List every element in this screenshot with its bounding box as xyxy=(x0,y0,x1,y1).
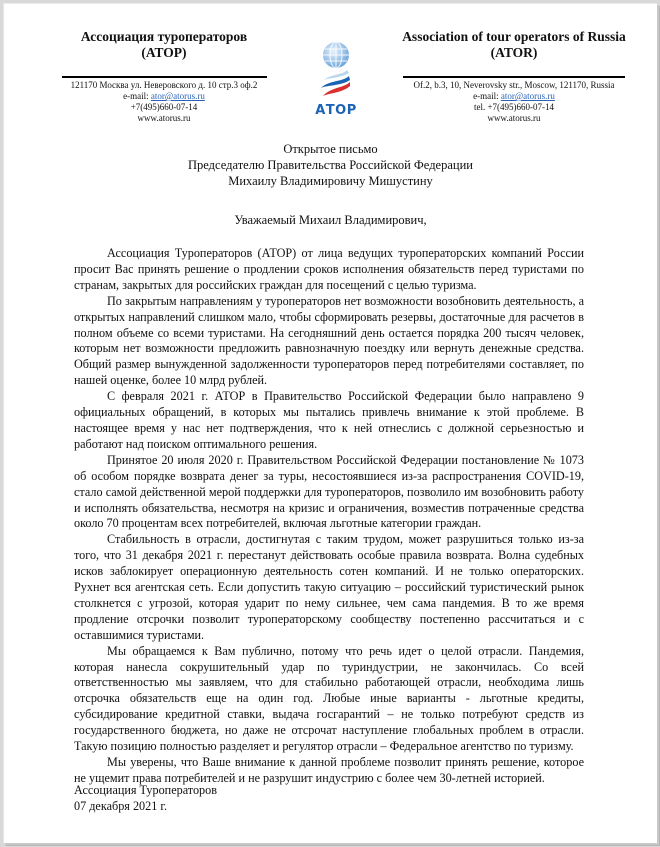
letter-body xyxy=(74,246,584,787)
globe-flag-logo-icon xyxy=(313,40,359,104)
email-line-ru xyxy=(59,91,269,102)
salutation: Уважаемый Михаил Владимирович, xyxy=(234,213,427,227)
paragraph: Принятое 20 июля 2020 г. Правительством Российской Федерации постановление № 1073 об особом порядке возврата денег за туры, несостоявшиеся из-за распространения COVID-19, стало самой действенной мерой поддержки для туроператоров, позволило им возобновить работу и исполнять обязательства, несмотря на кризис и ограничения, возместив потраченные средства около 70 процентам всех потребителей, включая льготные категории граждан. xyxy=(74,452,584,531)
letter-type: Открытое письмо xyxy=(283,142,378,156)
signature-name: Ассоциация Туроператоров xyxy=(74,783,217,797)
address-en: Of.2, b.3, 10, Neverovsky str., Moscow, 121170, Russia xyxy=(413,80,615,90)
email-link-en[interactable]: ator@atorus.ru xyxy=(500,91,555,101)
recipient-title: Председателю Правительства Российской Федерации xyxy=(188,158,473,172)
header-divider-right xyxy=(403,76,625,78)
addressee-block xyxy=(4,141,657,189)
email-line-en xyxy=(399,91,629,102)
letterhead-russian xyxy=(59,29,269,124)
signature-date: 07 декабря 2021 г. xyxy=(74,799,168,813)
paragraph: По закрытым направлениям у туроператоров нет возможности возобновить деятельность, а открытых направлений слишком мало, чтобы сформировать резервы, достаточные для расчетов в полном объеме со всеми туристами. На сегодняшний день остается порядка 200 тысяч человек, которым нет возможности предложить равнозначную поездку или вернуть денежные средства. Общий размер вынужденной задолженности туроператоров перед потребителями составляет, по нашей оценке, более 10 млрд рублей. xyxy=(74,293,584,388)
recipient-name: Михаилу Владимировичу Мишустину xyxy=(228,174,433,188)
paragraph: Стабильность в отрасли, достигнутая с таким трудом, может разрушиться только из-за того, что 31 декабря 2021 г. перестанут действовать особые правила возврата. Волна судебных исков заблокирует операционную деятельность сотен компаний. И не только операторских. Рухнет вся агентская сеть. Если допустить такую ситуацию – российский туристический рынок столкнется с угрозой, которая ударит по нему сильнее, чем сама пандемия. В то же время продление отсрочки позволит туроператорскому сообществу постепенно рассчитаться и с оставшимися туристами. xyxy=(74,532,584,642)
website-en: www.atorus.ru xyxy=(487,113,541,123)
paragraph: С февраля 2021 г. АТОР в Правительство Российской Федерации было направлено 9 официальных обращений, в которых мы пытались привлечь внимание к этой проблеме. В настоящее время у нас нет подтверждения, что к ней отнеслись с должной серьезностью и работают над поиском оптимального решения. xyxy=(74,389,584,451)
address-ru: 121170 Москва ул. Неверовского д. 10 стр.3 оф.2 xyxy=(70,80,258,90)
email-link-ru[interactable]: ator@atorus.ru xyxy=(150,91,205,101)
website-ru: www.atorus.ru xyxy=(137,113,191,123)
email-label: e-mail: xyxy=(473,91,501,101)
paragraph: Ассоциация Туроператоров (АТОР) от лица ведущих туроператорских компаний России просит Вас принять решение о продлении сроков исполнения обязательств перед туристами по странам, закрытых для российских граждан для посещений с целью туризма. xyxy=(74,246,584,292)
org-abbr-en: (ATOR) xyxy=(490,45,538,60)
ator-logo xyxy=(304,40,368,120)
logo-text: АТОР xyxy=(315,103,357,118)
document-page xyxy=(3,3,657,843)
org-abbr-ru: (АТОР) xyxy=(141,45,187,60)
org-title-en: Association of tour operators of Russia xyxy=(402,29,626,44)
paragraph: Мы обращаемся к Вам публично, потому что речь идет о целой отрасли. Пандемия, которая нанесла сокрушительный удар по туриндустрии, не закончилась. Со всей ответственностью мы заявляем, что для стабильно работающей отрасли, необходима лишь отсрочка обязательств еще на один год. Любые иные варианты - льготные кредиты, субсидирование кредитной ставки, выдача госгарантий – не только потребуют средств из государственного бюджета, но даже не отсрочат наступление глобальных проблем в отрасли. Такую позицию полностью разделяет и регулятор отрасли – Федеральное агентство по туризму. xyxy=(74,643,584,754)
phone-en: tel. +7(495)660-07-14 xyxy=(473,102,555,112)
paragraph: Мы уверены, что Ваше внимание к данной проблеме позволит принять решение, которое не ущемит права потребителей и не разрушит индустрию с более чем 30-летней историей. xyxy=(74,755,584,785)
org-title-ru: Ассоциация туроператоров xyxy=(80,29,248,44)
letterhead-english xyxy=(399,29,629,124)
signature-block xyxy=(74,782,217,814)
phone-ru: +7(495)660-07-14 xyxy=(130,102,198,112)
email-label: e-mail: xyxy=(123,91,151,101)
header-divider-left xyxy=(62,76,267,78)
